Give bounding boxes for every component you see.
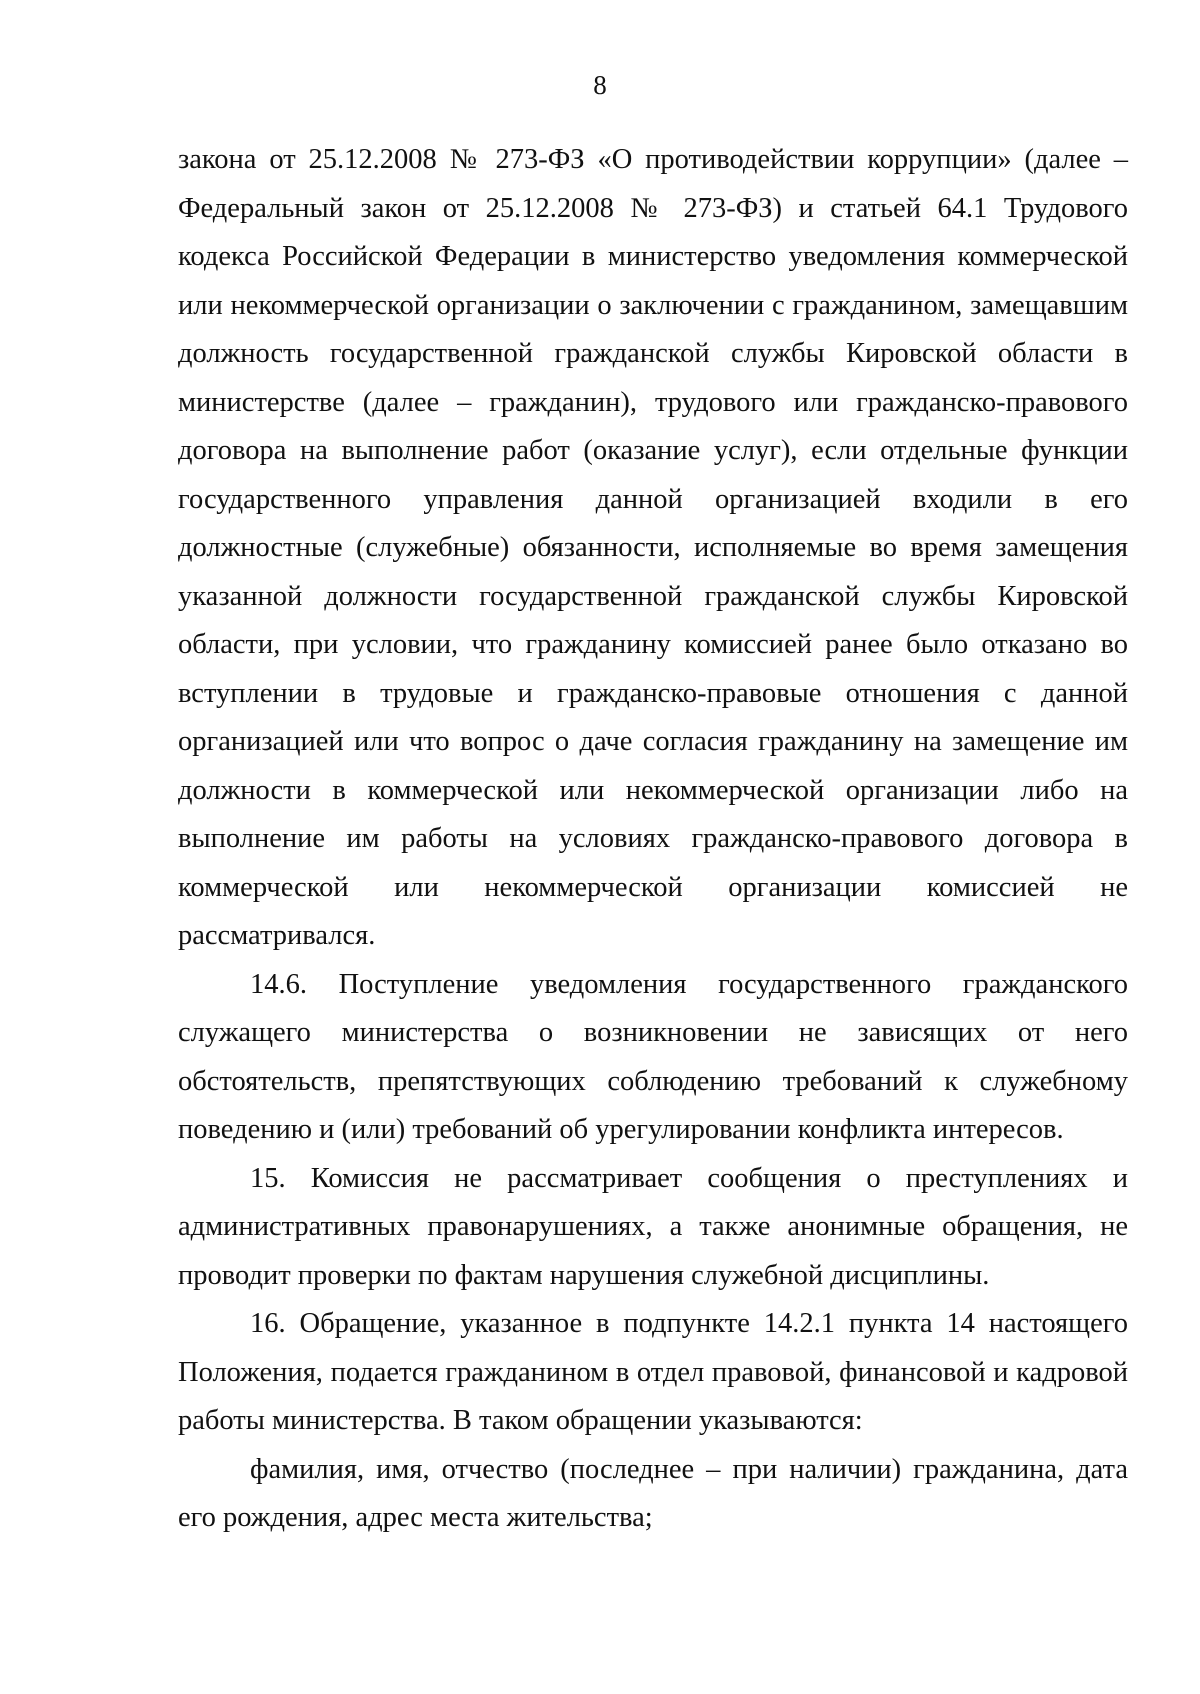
page-number: 8	[593, 70, 607, 100]
paragraph-continuation: закона от 25.12.2008 № 273-ФЗ «О противодействии коррупции» (далее – Федеральный закон от 25.12.2008 № 273-ФЗ) и статьей 64.1 Трудового кодекса Российской Федерации в министерство уведомления коммерческой или некоммерческой организации о заключении с гражданином, замещавшим должность государственной гражданской службы Кировской области в министерстве (далее – гражданин), трудового или гражданско-правового договора на выполнение работ (оказание услуг), если отдельные функции государственного управления данной организацией входили в его должностные (служебные) обязанности, исполняемые во время замещения указанной должности государственной гражданской службы Кировской области, при условии, что гражданину комиссией ранее было отказано во вступлении в трудовые и гражданско-правовые отношения с данной организацией или что вопрос о даче согласия гражданину на замещение им должности в коммерческой или некоммерческой организации либо на выполнение им работы на условиях гражданско-правового договора в коммерческой или некоммерческой организации комиссией не рассматривался.	[178, 144, 1128, 951]
document-body	[178, 136, 1128, 1543]
paragraph-16: 16. Обращение, указанное в подпункте 14.2.1 пункта 14 настоящего Положения, подается гражданином в отдел правовой, финансовой и кадровой работы министерства. В таком обращении указываются:	[178, 1308, 1128, 1436]
paragraph-14-6: 14.6. Поступление уведомления государственного гражданского служащего министерства о возникновении не зависящих от него обстоятельств, препятствующих соблюдению требований к служебному поведению и (или) требований об урегулировании конфликта интересов.	[178, 968, 1128, 1145]
paragraph-15: 15. Комиссия не рассматривает сообщения о преступлениях и административных правонарушениях, а также анонимные обращения, не проводит проверки по фактам нарушения служебной дисциплины.	[178, 1162, 1128, 1291]
paragraph-16-item-1: фамилия, имя, отчество (последнее – при наличии) гражданина, дата его рождения, адрес места жительства;	[178, 1453, 1128, 1533]
